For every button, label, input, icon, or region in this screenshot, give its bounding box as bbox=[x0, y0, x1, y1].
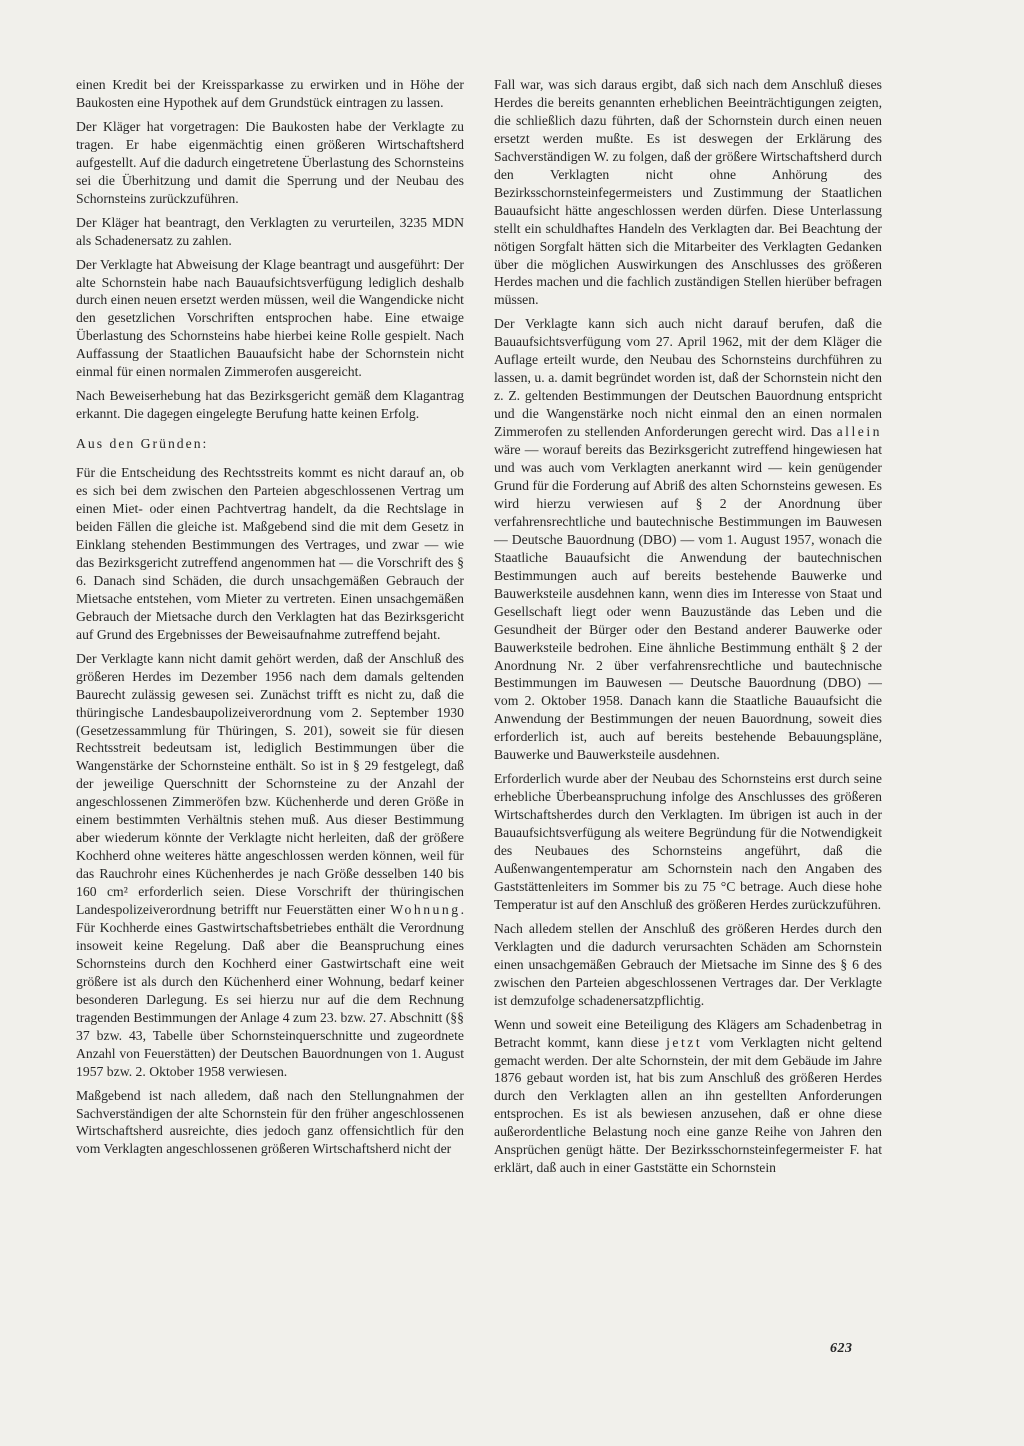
paragraph: Der Kläger hat vorgetragen: Die Baukosten habe der Verklagte zu tragen. Er habe eigenmächtig einen größeren Wirtschaftsherd aufgestellt. Auf die dadurch eingetretene Überlastung des Schornsteins sei die Überhitzung und damit die Sperrung und der Neubau des Schornsteins zurückzuführen. bbox=[76, 118, 464, 206]
paragraph: Erforderlich wurde aber der Neubau des Schornsteins erst durch seine erhebliche Überbeanspruchung infolge des Anschlusses des größeren Wirtschaftsherdes durch den Verklagten. Im übrigen ist auch in der Bauaufsichtsverfügung als weitere Begründung für die Notwendigkeit des Neubaues des Schornsteins angeführt, daß die Außenwangentemperatur am Schornstein nach den Angaben des Gaststättenleiters im Sommer bis zu 75 °C betrage. Auch diese hohe Temperatur ist auf den Anschluß des größeren Herdes zurückzuführen. bbox=[494, 771, 882, 912]
text-run: vom Verklagten nicht geltend gemacht werden. Der alte Schornstein, der mit dem Gebäude im Jahre 1876 gebaut worden ist, hat bis zum Anschluß des größeren Herdes durch den Verklagten allen an ihn gestellten Anforderungen entsprochen. Es ist als bewiesen anzusehen, daß er ohne diese außerordentliche Belastung noch eine ganze Reihe von Jahren den Ansprüchen genügt hätte. Der Bezirksschornsteinfegermeister F. hat erklärt, daß auch in einer Gaststätte ein Schornstein bbox=[494, 1034, 882, 1176]
page-number: 623 bbox=[830, 1341, 853, 1356]
paragraph: Maßgebend ist nach alledem, daß nach den Stellungnahmen der Sachverständigen der alte Schornstein für den früher angeschlossenen Wirtschaftsherd ausreichte, dies jedoch ganz offensichtlich für den vom Verklagten angeschlossenen größeren Wirtschaftsherd nicht der bbox=[76, 1087, 464, 1157]
text-run: wäre — worauf bereits das Bezirksgericht zutreffend hingewiesen hat und was auch vom Verklagten anerkannt wird — kein genügender Grund für die Forderung auf Abriß des alten Schornsteins gewesen. Es wird hierzu verwiesen auf § 2 der Anordnung über verfahrensrechtliche und bautechnische Bestimmungen im Bauwesen — Deutsche Bauordnung (DBO) — vom 1. August 1957, wonach die Staatliche Bauaufsicht die Anwendung der bautechnischen Bestimmungen auch auf bereits bestehende Bauwerke und Bauwerksteile ausdehnen kann, wenn dies im Interesse von Staat und Gesellschaft liegt oder wenn Bauzustände das Leben und die Gesundheit der Bürger oder den Bestand anderer Bauwerke oder Bauwerksteile bedrohen. Eine ähnliche Bestimmung enthält § 2 der Anordnung Nr. 2 über verfahrensrechtliche und bautechnische Bestimmungen im Bauwesen — Deutsche Bauordnung (DBO) — vom 2. Oktober 1958. Danach kann die Staatliche Bauaufsicht die Anwendung der Bestimmungen der neuen Bauordnung, soweit dies erforderlich ist, auch auf bereits bestehende Bebauungspläne, Bauwerke und Bauwerksteile ausdehnen. bbox=[494, 442, 882, 763]
paragraph: Für die Entscheidung des Rechtsstreits kommt es nicht darauf an, ob es sich bei dem zwischen den Parteien abgeschlossenen Vertrag um einen Miet- oder einen Pachtvertrag handelt, da die Rechtslage in beiden Fällen die gleiche ist. Maßgebend sind die mit dem Gesetz in Einklang stehenden Bestimmungen des Vertrages, und zwar — wie das Bezirksgericht zutreffend angenommen hat — die Vorschrift des § 6. Danach sind Schäden, die durch unsachgemäßen Gebrauch der Mietsache entstehen, vom Mieter zu vertreten. Einen unsachgemäßen Gebrauch der Mietsache durch den Verklagten hat das Bezirksgericht auf Grund des Ergebnisses der Beweisaufnahme zutreffend bejaht. bbox=[76, 465, 464, 642]
paragraph: einen Kredit bei der Kreissparkasse zu erwirken und in Höhe der Baukosten eine Hypothek auf dem Grundstück eintragen zu lassen. bbox=[76, 77, 464, 110]
paragraph bbox=[494, 315, 882, 764]
section-heading: Aus den Gründen: bbox=[76, 436, 209, 452]
right-column bbox=[494, 76, 882, 1183]
emphasized-word: jetzt bbox=[666, 1034, 703, 1050]
emphasized-word: Wohnung bbox=[390, 902, 461, 918]
paragraph bbox=[494, 1016, 882, 1178]
paragraph: Der Kläger hat beantragt, den Verklagten zu verurteilen, 3235 MDN als Schadenersatz zu zahlen. bbox=[76, 214, 464, 248]
paragraph: Der Verklagte hat Abweisung der Klage beantragt und ausgeführt: Der alte Schornstein habe nach Bauaufsichtsverfügung lediglich deshalb durch einen neuen ersetzt werden müssen, weil die Wangendicke nicht den gesetzlichen Vorschriften entsprochen habe. Eine etwaige Überlastung des Schornsteins habe hierbei keine Rolle gespielt. Nach Auffassung der Staatlichen Bauaufsicht habe der Schornstein nicht einmal für einen normalen Zimmerofen ausgereicht. bbox=[76, 256, 464, 380]
text-run: . Für Kochherde eines Gastwirtschaftsbetriebes enthält die Verordnung insoweit keine Regelung. Daß aber die Beanspruchung eines Schornsteins durch den Kochherd einer Gastwirtschaft eine weit größere ist als durch den Küchenherd einer Wohnung, bedarf keiner besonderen Darlegung. Es sei hierzu nur auf die dem Rechnung tragenden Bestimmungen der Anlage 4 zum 23. bzw. 27. Abschnitt (§§ 37 bzw. 43, Tabelle über Schornsteinquerschnitte und zugeordnete Anzahl von Feuerstätten) der Deutschen Bauordnungen von 1. August 1957 bzw. 2. Oktober 1958 verwiesen. bbox=[76, 902, 464, 1079]
paragraph: Fall war, was sich daraus ergibt, daß sich nach dem Anschluß dieses Herdes die bereits genannten erheblichen Beeinträchtigungen zeigten, die schließlich dazu führten, daß der Schornstein durch einen neuen ersetzt werden mußte. Es ist deswegen der Erklärung des Sachverständigen W. zu folgen, daß der größere Wirtschaftsherd durch den Verklagten nicht ohne Anhörung des Bezirksschornsteinfegermeisters und Zustimmung der Staatlichen Bauaufsicht hätte angeschlossen werden dürfen. Diese Unterlassung stellt ein schuldhaftes Handeln des Verklagten dar. Bei Beachtung der nötigen Sorgfalt hätten sich die Mitarbeiter des Verklagten Gedanken über die möglichen Auswirkungen des Anschlusses des größeren Herdes machen und die fachlich zuständigen Stellen hierüber befragen müssen. bbox=[494, 77, 882, 308]
paragraph: Nach Beweiserhebung hat das Bezirksgericht gemäß dem Klagantrag erkannt. Die dagegen eingelegte Berufung hatte keinen Erfolg. bbox=[76, 388, 464, 422]
paragraph bbox=[76, 650, 464, 1081]
text-run: Der Verklagte kann nicht damit gehört werden, daß der Anschluß des größeren Herdes im Dezember 1956 nach dem damals geltenden Baurecht zulässig gewesen sei. Zunächst trifft es nicht zu, daß die thüringische Landesbaupolizeiverordnung vom 2. September 1930 (Gesetzessammlung für Thüringen, S. 201), soweit sie für diesen Rechtsstreit bedeutsam ist, lediglich Bestimmungen über die Wangenstärke der Schornsteine enthält. So ist in § 29 festgelegt, daß der jeweilige Querschnitt der Schornsteine zu der Anzahl der angeschlossenen Zimmeröfen bzw. Küchenherde und deren Größe in einem bestimmten Verhältnis stehen muß. Aus dieser Bestimmung aber wiederum könnte der Verklagte nicht herleiten, daß der größere Kochherd ohne weiteres hätte angeschlossen werden können, weil für das Rauchrohr eines Küchenherdes je nach Größe desselben 140 bis 160 cm² erforderlich seien. Diese Vorschrift der thüringischen Landespolizeiverordnung betrifft nur Feuerstätten einer bbox=[76, 650, 464, 918]
text-run: Wenn und soweit eine Beteiligung des Klägers am Schadenbetrag in Betracht kommt, kann diese bbox=[494, 1016, 882, 1050]
left-column bbox=[76, 76, 464, 1164]
paragraph: Nach alledem stellen der Anschluß des größeren Herdes durch den Verklagten und die dadurch verursachten Schäden am Schornstein einen unsachgemäßen Gebrauch der Mietsache im Sinne des § 6 des zwischen den Parteien abgeschlossenen Vertrages dar. Der Verklagte ist demzufolge schadenersatzpflichtig. bbox=[494, 920, 882, 1008]
text-run: Der Verklagte kann sich auch nicht darauf berufen, daß die Bauaufsichtsverfügung vom 27. April 1962, mit der dem Kläger die Auflage erteilt wurde, den Neubau des Schornsteins durchführen zu lassen, u. a. damit begründet worden ist, daß der Schornstein nicht den z. Z. geltenden Bestimmungen der Deutschen Bauordnung entspricht und die Wangenstärke noch nicht einmal den an einen normalen Zimmerofen zu stellenden Anforderungen gerecht wird. Das bbox=[494, 316, 882, 440]
emphasized-word: allein bbox=[836, 424, 882, 440]
